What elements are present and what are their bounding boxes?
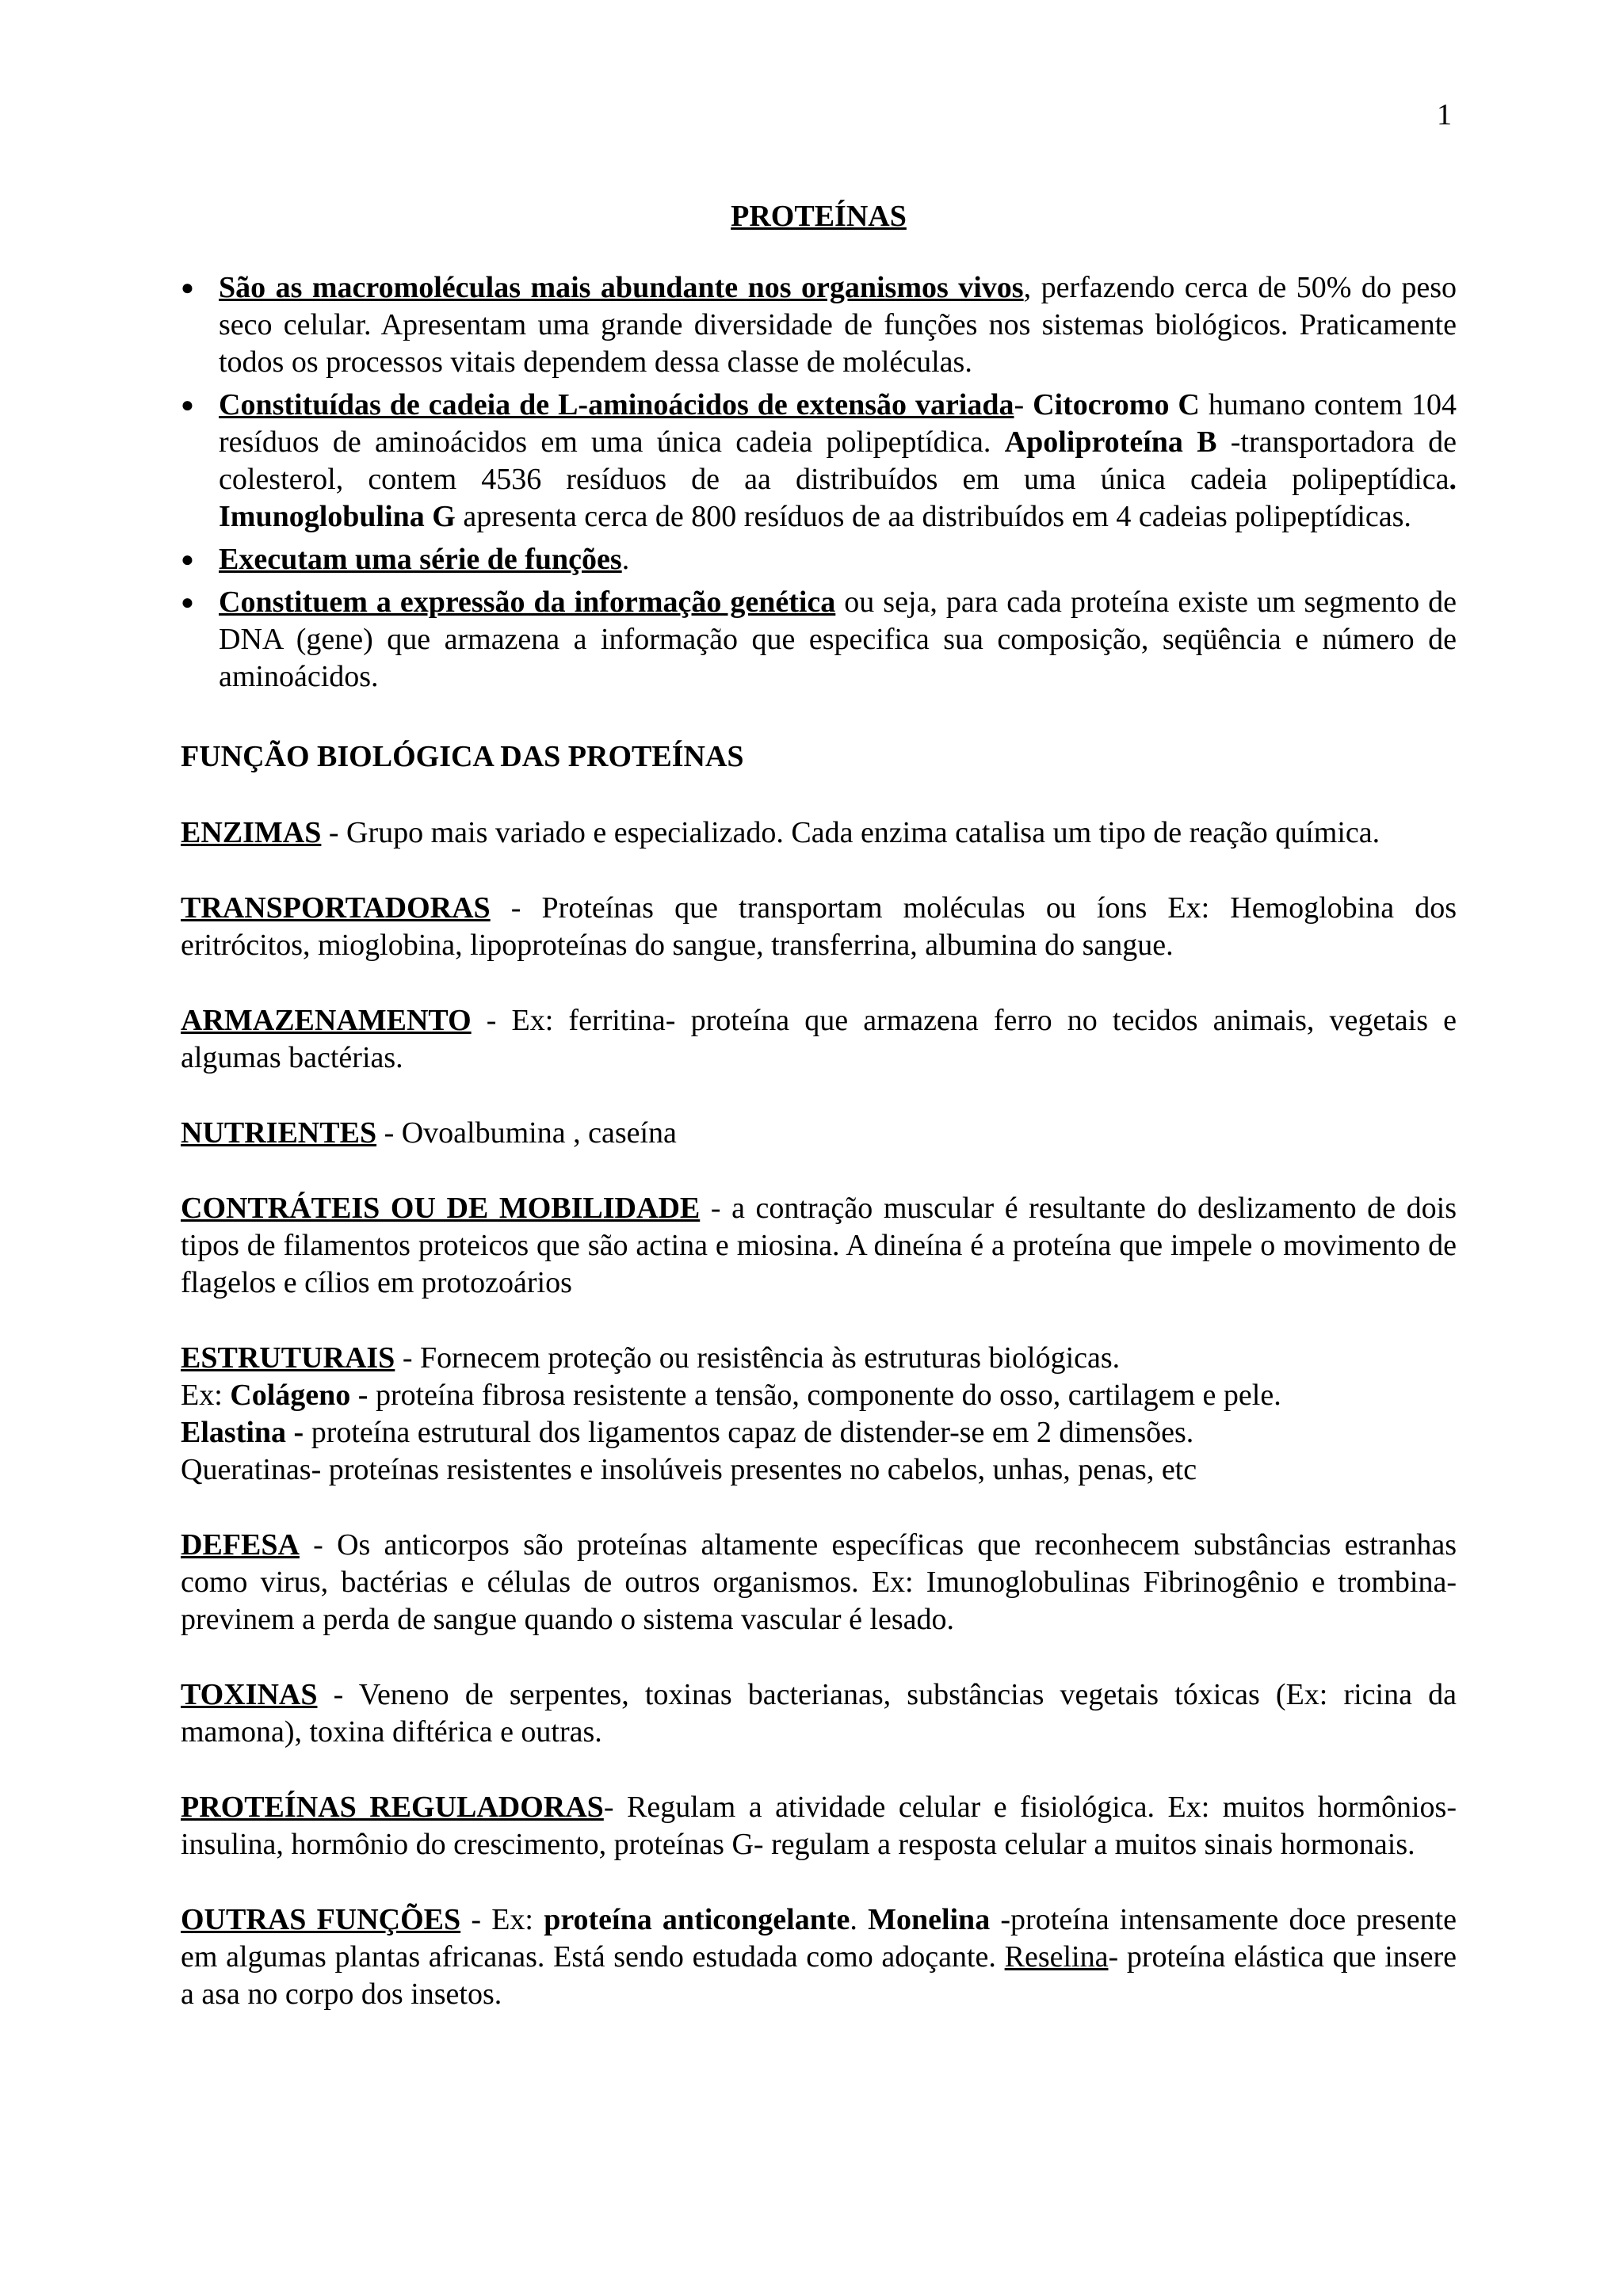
section-heading: FUNÇÃO BIOLÓGICA DAS PROTEÍNAS (181, 740, 744, 773)
bullet-bold: Citocromo C (1033, 388, 1200, 421)
function-label: NUTRIENTES (181, 1116, 377, 1150)
function-text: -proteína intensamente doce presente em algumas plantas africanas. Está sendo estudada como adoçante. (181, 1903, 1457, 1974)
function-transportadoras (181, 890, 1457, 964)
bullet-icon: ● (181, 590, 194, 615)
bullet-lead: São as macromoléculas mais abundante nos organismos vivos (219, 271, 1024, 304)
function-text: - Fornecem proteção ou resistência às estruturas biológicas. (395, 1341, 1121, 1375)
function-text: - Grupo mais variado e especializado. Cada enzima catalisa um tipo de reação química. (321, 816, 1381, 849)
list-item (181, 269, 1457, 381)
function-label: ESTRUTURAIS (181, 1341, 395, 1375)
function-text: Queratinas- proteínas resistentes e insolúveis presentes no cabelos, unhas, penas, etc (181, 1453, 1197, 1486)
bullet-bold: Apoliproteína B (1004, 425, 1217, 459)
function-text: proteína estrutural dos ligamentos capaz de distender-se em 2 dimensões. (304, 1416, 1194, 1449)
document-body (181, 198, 1457, 2051)
bullet-text: , perfazendo cerca de 50% do peso seco celular. Apresentam uma grande diversidade de funções nos sistemas biológicos. Praticamente todos os processos vitais dependem dessa classe de moléculas. (219, 271, 1457, 379)
bullet-lead: Constituídas de cadeia de L-aminoácidos de extensão variada (219, 388, 1014, 421)
function-label: TOXINAS (181, 1678, 318, 1711)
function-contrateis (181, 1190, 1457, 1302)
function-label: CONTRÁTEIS OU DE MOBILIDADE (181, 1192, 701, 1225)
estruturais-line (181, 1451, 1457, 1489)
bullet-icon: ● (181, 393, 194, 418)
function-nutrientes (181, 1115, 1457, 1152)
list-item (181, 541, 1457, 578)
function-label: OUTRAS FUNÇÕES (181, 1903, 461, 1936)
function-label: TRANSPORTADORAS (181, 891, 491, 925)
bullet-lead: Constituem a expressão da informação genética (219, 585, 836, 619)
function-underlined: Reselina (1004, 1940, 1109, 1974)
function-reguladoras (181, 1789, 1457, 1863)
function-enzimas (181, 814, 1457, 852)
function-text: - Ex: (460, 1903, 544, 1936)
bullet-icon: ● (181, 276, 194, 300)
function-text: - Ovoalbumina , caseína (376, 1116, 677, 1150)
function-bold: proteína anticongelante (544, 1903, 850, 1936)
function-outras (181, 1901, 1457, 2013)
bullet-lead: Executam uma série de funções (219, 543, 622, 576)
function-text: - Regulam a atividade celular e fisiológica. Ex: muitos hormônios- insulina, hormônio do crescimento, proteínas G- regulam a resposta celular a muitos sinais hormonais. (181, 1791, 1457, 1861)
function-text: - Ex: ferritina- proteína que armazena ferro no tecidos animais, vegetais e algumas bactérias. (181, 1004, 1457, 1074)
function-label: ENZIMAS (181, 816, 322, 849)
function-text: proteína fibrosa resistente a tensão, componente do osso, cartilagem e pele. (368, 1379, 1281, 1412)
list-item (181, 387, 1457, 536)
function-toxinas (181, 1676, 1457, 1751)
function-text: . (850, 1903, 869, 1936)
bullet-list (181, 269, 1457, 696)
function-text: - Os anticorpos são proteínas altamente específicas que reconhecem substâncias estranhas como virus, bactérias e células de outros organismos. Ex: Imunoglobulinas Fibrinogênio e trombina- previnem a perda de sangue quando o sistema vascular é lesado. (181, 1528, 1457, 1636)
bullet-icon: ● (181, 547, 194, 572)
function-text: Ex: (181, 1379, 231, 1412)
function-label: ARMAZENAMENTO (181, 1004, 472, 1037)
page-title: PROTEÍNAS (731, 200, 907, 233)
estruturais-line (181, 1340, 1457, 1377)
list-item (181, 584, 1457, 696)
estruturais-line (181, 1377, 1457, 1414)
function-label: DEFESA (181, 1528, 300, 1562)
bullet-bold: . Imunoglobulina G (219, 463, 1457, 533)
estruturais-line (181, 1414, 1457, 1451)
bullet-text: ou seja, para cada proteína existe um segmento de DNA (gene) que armazena a informação que especifica sua composição, seqüência e número de aminoácidos. (219, 585, 1457, 693)
function-bold: Elastina - (181, 1416, 304, 1449)
bullet-text: . (621, 543, 630, 576)
function-text: - proteína elástica que insere a asa no corpo dos insetos. (181, 1940, 1457, 2011)
function-text: - a contração muscular é resultante do deslizamento de dois tipos de filamentos proteicos que são actina e miosina. A dineína é a proteína que impele o movimento de flagelos e cílios em protozoários (181, 1192, 1457, 1299)
function-label: PROTEÍNAS REGULADORAS (181, 1791, 604, 1824)
bullet-text: -transportadora de colesterol, contem 4536 resíduos de aa distribuídos em uma única cadeia polipeptídica (219, 425, 1457, 496)
function-armazenamento (181, 1002, 1457, 1077)
function-defesa (181, 1527, 1457, 1638)
function-bold: Monelina (868, 1903, 991, 1936)
bullet-text: humano contem 104 resíduos de aminoácidos em uma única cadeia polipeptídica. (219, 388, 1457, 459)
function-estruturais (181, 1340, 1457, 1489)
function-text: - Proteínas que transportam moléculas ou íons Ex: Hemoglobina dos eritrócitos, mioglobina, lipoproteínas do sangue, transferrina, albumina do sangue. (181, 891, 1457, 962)
function-text: - Veneno de serpentes, toxinas bacterianas, substâncias vegetais tóxicas (Ex: ricina da mamona), toxina diftérica e outras. (181, 1678, 1457, 1749)
page-number: 1 (1437, 98, 1452, 132)
function-bold: Colágeno - (230, 1379, 369, 1412)
bullet-text: - (1014, 388, 1033, 421)
bullet-text: apresenta cerca de 800 resíduos de aa distribuídos em 4 cadeias polipeptídicas. (455, 500, 1411, 533)
